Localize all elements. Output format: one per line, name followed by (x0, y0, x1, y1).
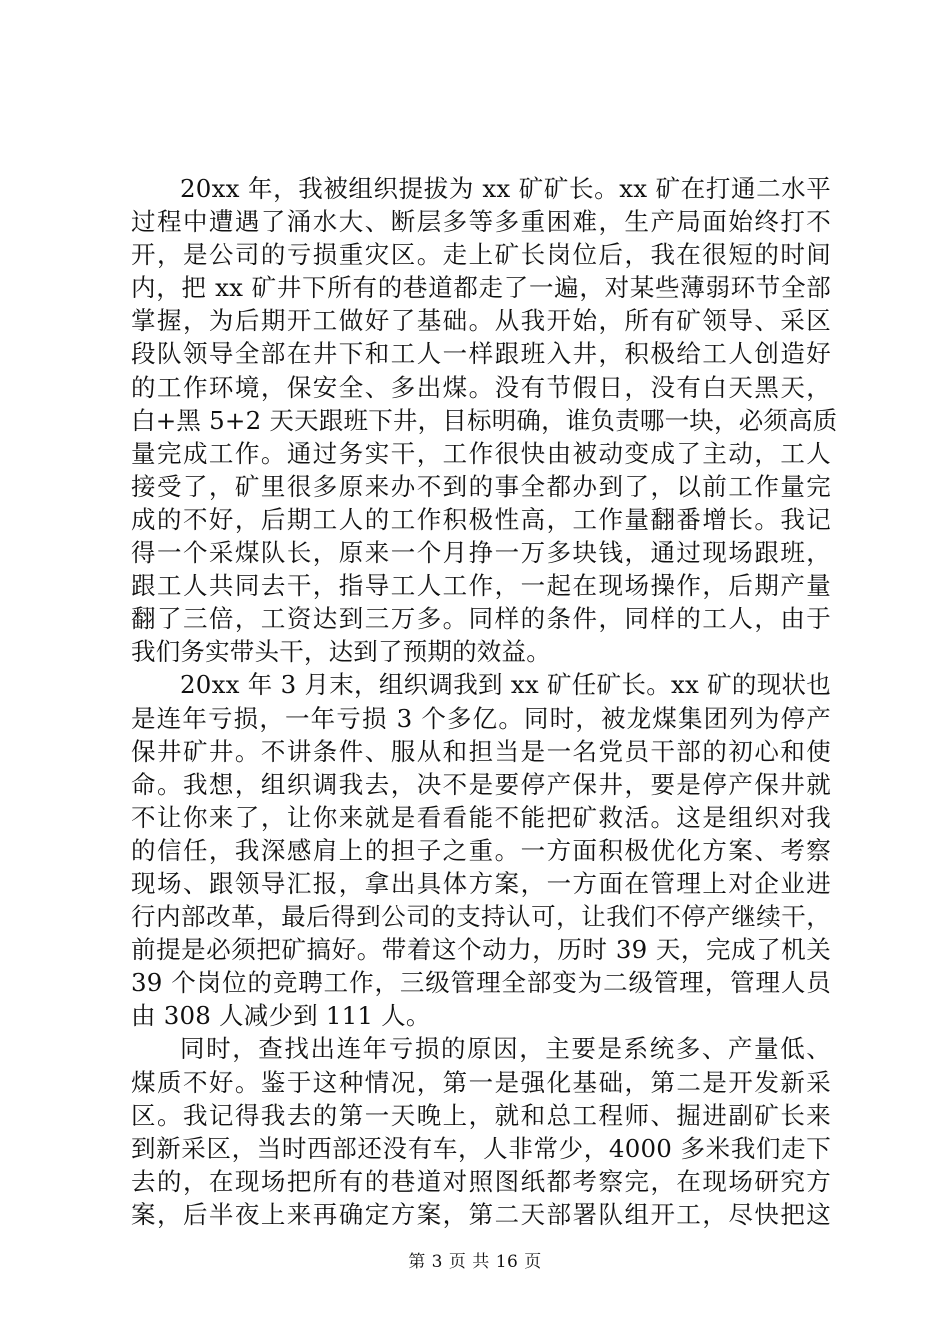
text-line: 同时，查找出连年亏损的原因，主要是系统多、产量低、 (180, 1034, 831, 1064)
text-line: 掌握，为后期开工做好了基础。从我开始，所有矿领导、采区 (131, 306, 831, 336)
text-line: 段队领导全部在井下和工人一样跟班入井，积极给工人创造好 (131, 339, 831, 369)
text-line: 不让你来了，让你来就是看看能不能把矿救活。这是组织对我 (131, 802, 831, 832)
text-line: 接受了，矿里很多原来办不到的事全都办到了，以前工作量完 (131, 471, 831, 501)
text-line: 我们务实带头干，达到了预期的效益。 (131, 637, 551, 667)
text-line: 现场、跟领导汇报，拿出具体方案，一方面在管理上对企业进 (131, 868, 831, 898)
text-line: 保井矿井。不讲条件、服从和担当是一名党员干部的初心和使 (131, 736, 831, 766)
text-line: 去的，在现场把所有的巷道对照图纸都考察完，在现场研究方 (131, 1166, 831, 1196)
text-line: 区。我记得我去的第一天晚上，就和总工程师、掘进副矿长来 (131, 1100, 831, 1130)
text-line: 内，把 xx 矿井下所有的巷道都走了一遍，对某些薄弱环节全部 (131, 273, 831, 303)
text-line: 量完成工作。通过务实干，工作很快由被动变成了主动，工人 (131, 438, 831, 468)
text-line: 开，是公司的亏损重灾区。走上矿长岗位后，我在很短的时间 (131, 240, 831, 270)
text-line: 到新采区，当时西部还没有车，人非常少，4000 多米我们走下 (131, 1133, 831, 1163)
text-line: 跟工人共同去干，指导工人工作，一起在现场操作，后期产量 (131, 571, 831, 601)
text-line: 成的不好，后期工人的工作积极性高，工作量翻番增长。我记 (131, 504, 831, 534)
text-line: 煤质不好。鉴于这种情况，第一是强化基础，第二是开发新采 (131, 1067, 831, 1097)
text-line: 20xx 年，我被组织提拔为 xx 矿矿长。xx 矿在打通二水平 (180, 174, 831, 203)
body-text (131, 172, 838, 1231)
text-line: 得一个采煤队长，原来一个月挣一万多块钱，通过现场跟班， (131, 538, 831, 568)
text-line: 白+黑 5+2 天天跟班下井，目标明确，谁负责哪一块，必须高质 (131, 405, 838, 435)
text-line: 过程中遭遇了涌水大、断层多等多重困难，生产局面始终打不 (131, 207, 831, 237)
text-line: 翻了三倍，工资达到三万多。同样的条件，同样的工人，由于 (131, 604, 831, 634)
page-number-footer: 第 3 页 共 16 页 (408, 1252, 542, 1272)
text-line: 行内部改革，最后得到公司的支持认可，让我们不停产继续干， (131, 902, 831, 932)
text-line: 的工作环境，保安全、多出煤。没有节假日，没有白天黑天， (131, 372, 831, 402)
text-line: 由 308 人减少到 111 人。 (131, 1001, 431, 1031)
text-line: 20xx 年 3 月末，组织调我到 xx 矿任矿长。xx 矿的现状也 (180, 670, 831, 700)
text-line: 39 个岗位的竞聘工作，三级管理全部变为二级管理，管理人员 (131, 968, 831, 998)
text-line: 是连年亏损，一年亏损 3 个多亿。同时，被龙煤集团列为停产 (131, 703, 831, 733)
text-line: 命。我想，组织调我去，决不是要停产保井，要是停产保井就 (131, 769, 831, 799)
text-line: 案，后半夜上来再确定方案，第二天部署队组开工，尽快把这 (131, 1199, 831, 1229)
text-line: 的信任，我深感肩上的担子之重。一方面积极优化方案、考察 (131, 835, 831, 865)
text-line: 前提是必须把矿搞好。带着这个动力，历时 39 天，完成了机关 (131, 935, 831, 965)
